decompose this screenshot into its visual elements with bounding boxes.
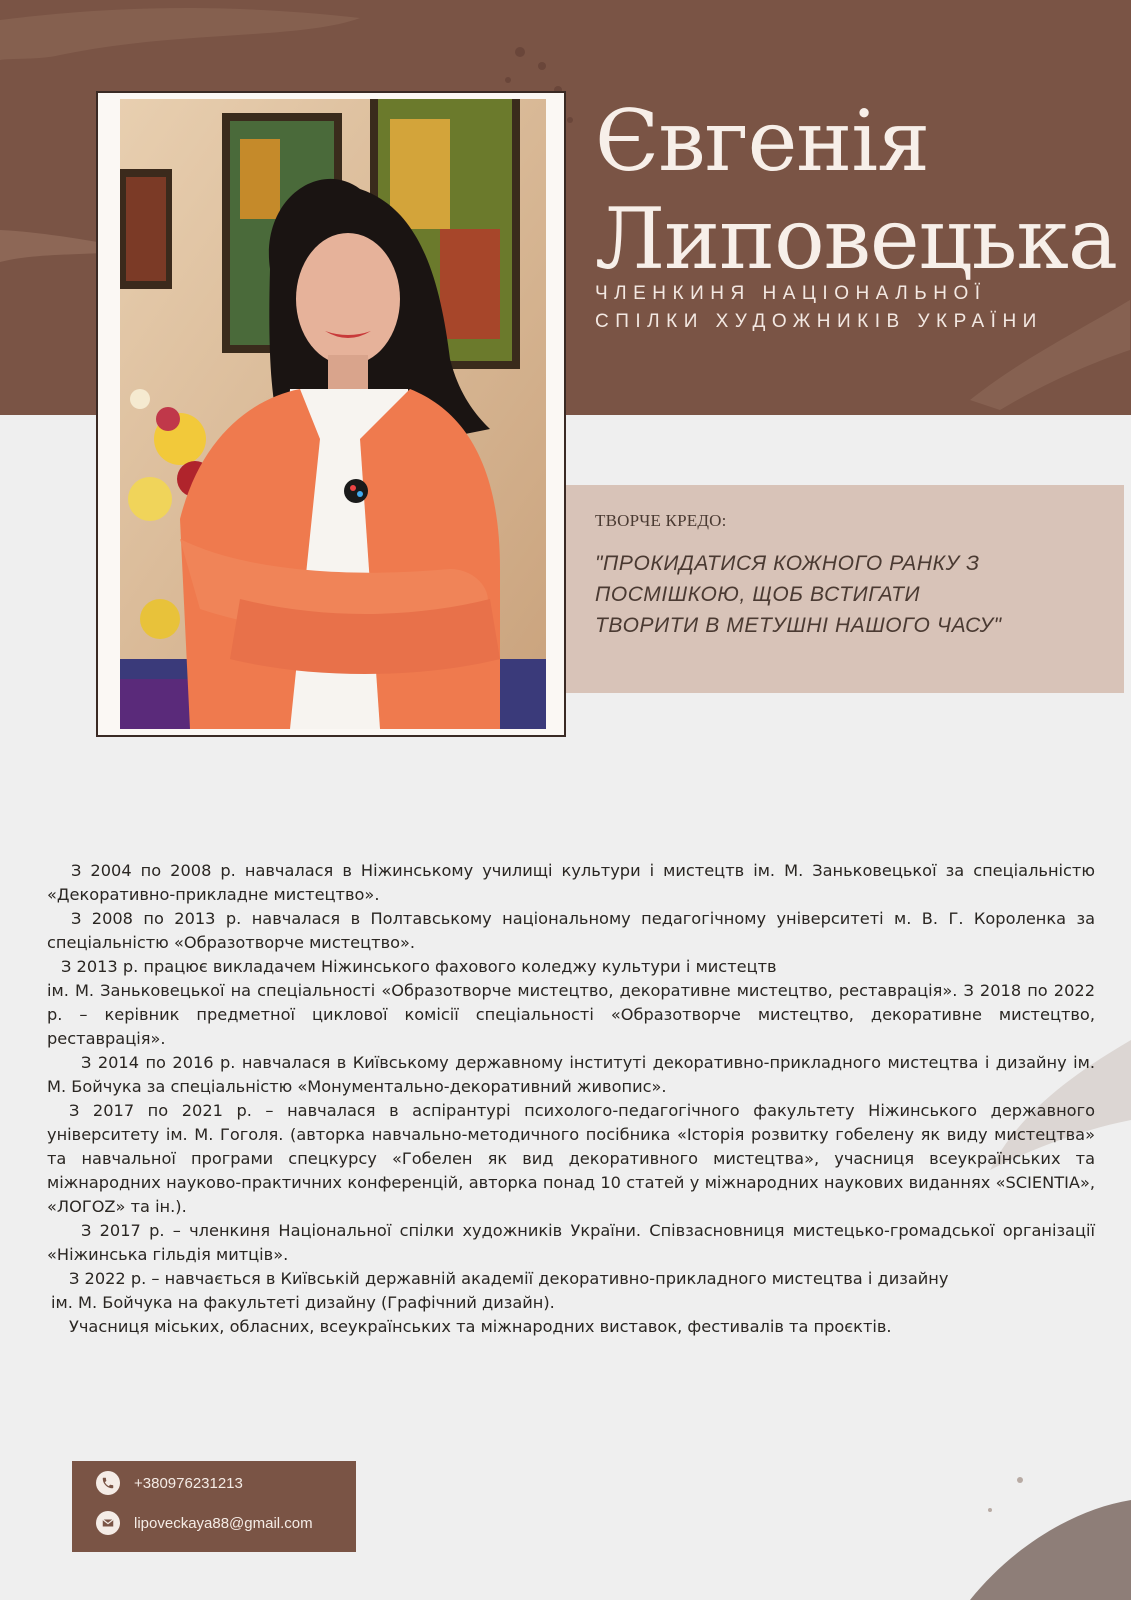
bio-paragraph: З 2008 по 2013 р. навчалася в Полтавському національному педагогічному університеті м. В. Г. Короленка за спеціальністю «Образотворче мистецтво». — [47, 909, 1095, 952]
contact-email — [96, 1511, 313, 1535]
portrait-photo — [120, 99, 546, 729]
subtitle-line-1: ЧЛЕНКИНЯ НАЦІОНАЛЬНОЇ — [595, 283, 987, 304]
credo-quote-line-2: ПОСМІШКОЮ, ЩОБ ВСТИГАТИ — [595, 583, 921, 606]
phone-link[interactable]: +380976231213 — [134, 1474, 243, 1492]
bio-paragraph: Учасниця міських, обласних, всеукраїнських та міжнародних виставок, фестивалів та проєктів. — [69, 1317, 892, 1336]
bio-paragraph: З 2013 р. працює викладачем Ніжинського фахового коледжу культури і мистецтв — [61, 957, 777, 976]
credo-quote — [595, 548, 1105, 641]
credo-quote-line-3: ТВОРИТИ В МЕТУШНІ НАШОГО ЧАСУ" — [595, 614, 1002, 637]
bio-paragraph: З 2017 по 2021 р. – навчалася в аспірантурі психолого-педагогічного факультету Ніжинського державного університету ім. М. Гоголя. (авторка навчально-методичного посібника «Історія розвитку гобелену як виду мистецтва» та навчальної програми спецкурсу «Гобелен як вид декоративного мистецтва», учасниця всеукраїнських та міжнародних науково-практичних конференцій, авторка понад 10 статей у міжнародних наукових виданнях «SCIENTIA», «ЛОГOZ» та ін.). — [47, 1101, 1095, 1216]
bio-paragraph: ім. М. Бойчука на факультеті дизайну (Графічний дизайн). — [51, 1293, 555, 1312]
credo-quote-line-1: "ПРОКИДАТИСЯ КОЖНОГО РАНКУ З — [595, 552, 980, 575]
email-link[interactable]: lipoveckaya88@gmail.com — [134, 1514, 313, 1532]
last-name: Липовецька — [595, 190, 1117, 288]
bio-paragraph: З 2014 по 2016 р. навчалася в Київському державному інституті декоративно-прикладного мистецтва і дизайну ім. М. Бойчука за спеціальністю «Монументально-декоративний живопис». — [47, 1053, 1095, 1096]
bio-paragraph: З 2017 р. – членкиня Національної спілки художників України. Співзасновниця мистецько-громадської організації «Ніжинська гільдія митців». — [47, 1221, 1095, 1264]
membership-subtitle — [595, 280, 1115, 336]
credo-box — [566, 485, 1124, 693]
bio-paragraph: З 2004 по 2008 р. навчалася в Ніжинському училищі культури і мистецтв ім. М. Заньковецької за спеціальністю «Декоративно-прикладне мистецтво». — [47, 861, 1095, 904]
contact-phone — [96, 1471, 243, 1495]
bio-paragraph: З 2022 р. – навчається в Київській державній академії декоративно-прикладного мистецтва і дизайну — [69, 1269, 949, 1288]
biography — [47, 859, 1095, 1339]
credo-label: ТВОРЧЕ КРЕДО: — [595, 511, 727, 530]
envelope-icon — [96, 1511, 120, 1535]
name-block — [595, 92, 1115, 288]
subtitle-line-2: СПІЛКИ ХУДОЖНИКІВ УКРАЇНИ — [595, 311, 1043, 332]
bio-paragraph: ім. М. Заньковецької на спеціальності «Образотворче мистецтво, декоративне мистецтво, реставрація». З 2018 по 2022 р. – керівник предметної циклової комісії спеціальності «Образотворче мистецтво, декоративне мистецтво, реставрація». — [47, 981, 1095, 1048]
first-name: Євгенія — [595, 92, 930, 190]
phone-icon — [96, 1471, 120, 1495]
portrait-frame — [96, 91, 566, 737]
contacts-box — [72, 1461, 356, 1552]
